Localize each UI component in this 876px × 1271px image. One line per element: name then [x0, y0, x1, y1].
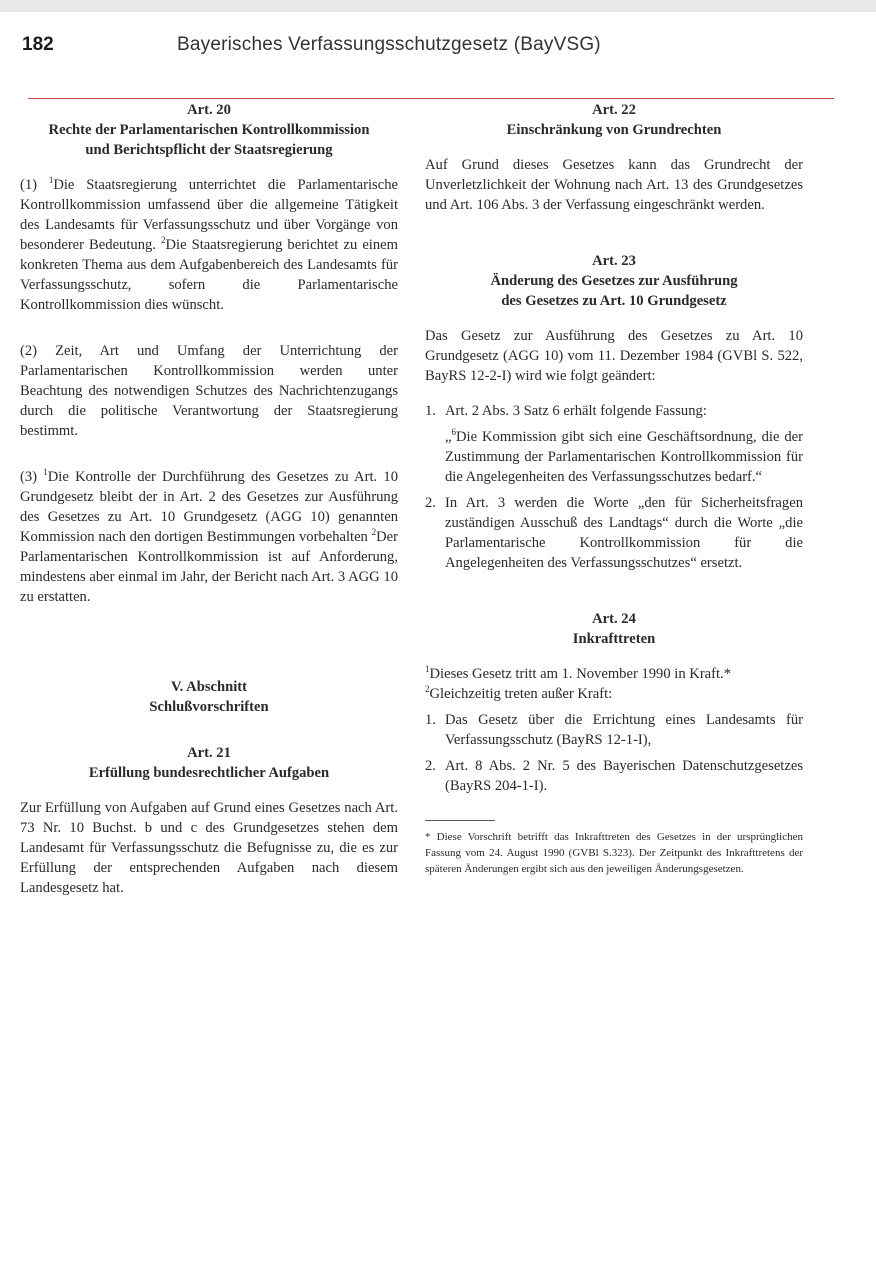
footnote: * Diese Vorschrift betrifft das Inkrafttreten des Gesetzes in der ursprünglichen Fassung vom 24. August 1990 (GVBl S.323). Der Zeitpunkt des Inkrafttretens der späteren Änderungen ergibt sich aus den jeweiligen Änderungsgesetzen. [425, 831, 803, 875]
article-20 [20, 100, 398, 607]
top-band [0, 0, 876, 12]
section-number: V. Abschnitt [171, 679, 247, 695]
paragraph-2: (2) Zeit, Art und Umfang der Unterrichtung der Parlamentarischen Kontrollkommission werden unter Beachtung des notwendigen Schutzes des Nachrichtenzugangs durch die politische Verantwortung der Staatsregierung bestimmt. [20, 343, 398, 439]
article-23 [425, 251, 803, 573]
article-text: Auf Grund dieses Gesetzes kann das Grundrecht der Unverletzlichkeit der Wohnung nach Art. 13 des Grundgesetzes und Art. 106 Abs. 3 der Verfassung eingeschränkt werden. [425, 157, 803, 213]
page-number: 182 [22, 34, 54, 55]
article-24 [425, 609, 803, 796]
sentence-number: 6 [451, 427, 456, 438]
list-text: Art. 8 Abs. 2 Nr. 5 des Bayerischen Datenschutzgesetzes (BayRS 204-1-I). [445, 758, 803, 794]
paragraph-label: (1) [20, 177, 49, 193]
sentence-number: 2 [425, 684, 430, 695]
section-title: Schlußvorschriften [149, 699, 269, 715]
repeal-list [425, 710, 803, 796]
sentence-number: 2 [160, 235, 166, 246]
article-number: Art. 24 [592, 611, 636, 627]
article-number: Art. 20 [187, 102, 231, 118]
sentence-number: 2 [371, 527, 377, 538]
quote-mark: „ [445, 429, 452, 445]
footnote-rule [425, 820, 495, 821]
quote-text: Die Kommission gibt sich eine Geschäftsordnung, die der Zustimmung der Parlamentarischen Kontrollkommission für die Angelegenheiten des Verfassungsschutzes bedarf.“ [445, 429, 803, 485]
list-item [425, 710, 803, 750]
sentence-text: Die Kontrolle der Durchführung des Gesetzes zu Art. 10 Grundgesetz bleibt der in Art. 2 des Gesetzes zur Ausführung des Gesetzes zu Art. 10 Grundgesetz (AGG 10) genannten Kommission nach den dortigen Bestimmungen vorbehalten [20, 469, 398, 545]
right-column [425, 100, 803, 877]
paragraph-label: (3) [20, 469, 44, 485]
sentence-number: 1 [43, 467, 48, 478]
article-title-line: Rechte der Parlamentarischen Kontrollkommission [48, 122, 370, 138]
list-number: 1. [425, 712, 436, 728]
article-number: Art. 23 [592, 253, 636, 269]
left-column [20, 100, 398, 898]
article-title: Inkrafttreten [572, 631, 656, 647]
article-title: Erfüllung bundesrechtlicher Aufgaben [88, 765, 330, 781]
article-title-line: und Berichtspflicht der Staatsregierung [85, 142, 333, 158]
article-21 [20, 743, 398, 898]
article-title-line: des Gesetzes zu Art. 10 Grundgesetz [501, 293, 727, 309]
list-item [425, 401, 803, 421]
article-number: Art. 22 [592, 102, 636, 118]
paragraph-1 [20, 175, 398, 315]
amendment-list [425, 401, 803, 573]
list-item [425, 493, 803, 573]
list-number: 2. [425, 495, 436, 511]
sentence-text: Die Staatsregierung berichtet zu einem konkreten Thema aus dem Aufgabenbereich des Landesamts für Verfassungsschutz, sofern die Parlamentarische Kontrollkommission dies wünscht. [20, 237, 398, 313]
list-item-quote [425, 427, 803, 487]
header-rule [28, 98, 834, 99]
sentence-text: Die Staatsregierung unterrichtet die Parlamentarische Kontrollkommission umfassend über die allgemeine Tätigkeit des Landesamts für Verfassungsschutz und über Vorgänge von besonderer Bedeutung. [20, 177, 398, 253]
list-text: Das Gesetz über die Errichtung eines Landesamts für Verfassungsschutz (BayRS 12-1-I), [445, 712, 803, 748]
list-number: 2. [425, 758, 436, 774]
article-title-line: Änderung des Gesetzes zur Ausführung [490, 273, 738, 289]
article-text [425, 664, 803, 704]
article-text: Zur Erfüllung von Aufgaben auf Grund eines Gesetzes nach Art. 73 Nr. 10 Buchst. b und c des Grundgesetzes stehen dem Landesamt für Verfassungsschutz die Befugnisse zu, die es zur Erfüllung der entsprechenden Aufgaben nach diesem Landesgesetz hat. [20, 800, 398, 896]
page-header [22, 34, 852, 68]
quoted-text [445, 427, 803, 487]
paragraph-3 [20, 467, 398, 607]
article-number: Art. 21 [187, 745, 231, 761]
sentence-number: 1 [425, 664, 430, 675]
running-title: Bayerisches Verfassungsschutzgesetz (BayVSG) [177, 34, 601, 55]
list-item [425, 756, 803, 796]
section-heading [20, 677, 398, 717]
sentence-text: Der Parlamentarischen Kontrollkommission ist auf Anforderung, mindestens aber einmal im Jahr, der Bericht nach Art. 3 AGG 10 zu erstatten. [20, 529, 398, 605]
article-intro: Das Gesetz zur Ausführung des Gesetzes zu Art. 10 Grundgesetz (AGG 10) vom 11. Dezember 1984 (GVBl S. 522, BayRS 12-2-I) wird wie folgt geändert: [425, 328, 803, 384]
article-title: Einschränkung von Grundrechten [506, 122, 722, 138]
list-number: 1. [425, 403, 436, 419]
sentence-text: Dieses Gesetz tritt am 1. November 1990 in Kraft.* [429, 666, 732, 682]
article-22 [425, 100, 803, 215]
list-text: In Art. 3 werden die Worte „den für Sicherheitsfragen zuständigen Ausschuß des Landtags“ durch die Worte „die Parlamentarische Kontrollkommission für die Angelegenheiten des Verfassungsschutzes“ ersetzt. [445, 495, 803, 571]
list-text: Art. 2 Abs. 3 Satz 6 erhält folgende Fassung: [445, 403, 707, 419]
sentence-number: 1 [48, 175, 54, 186]
sentence-text: Gleichzeitig treten außer Kraft: [429, 686, 613, 702]
